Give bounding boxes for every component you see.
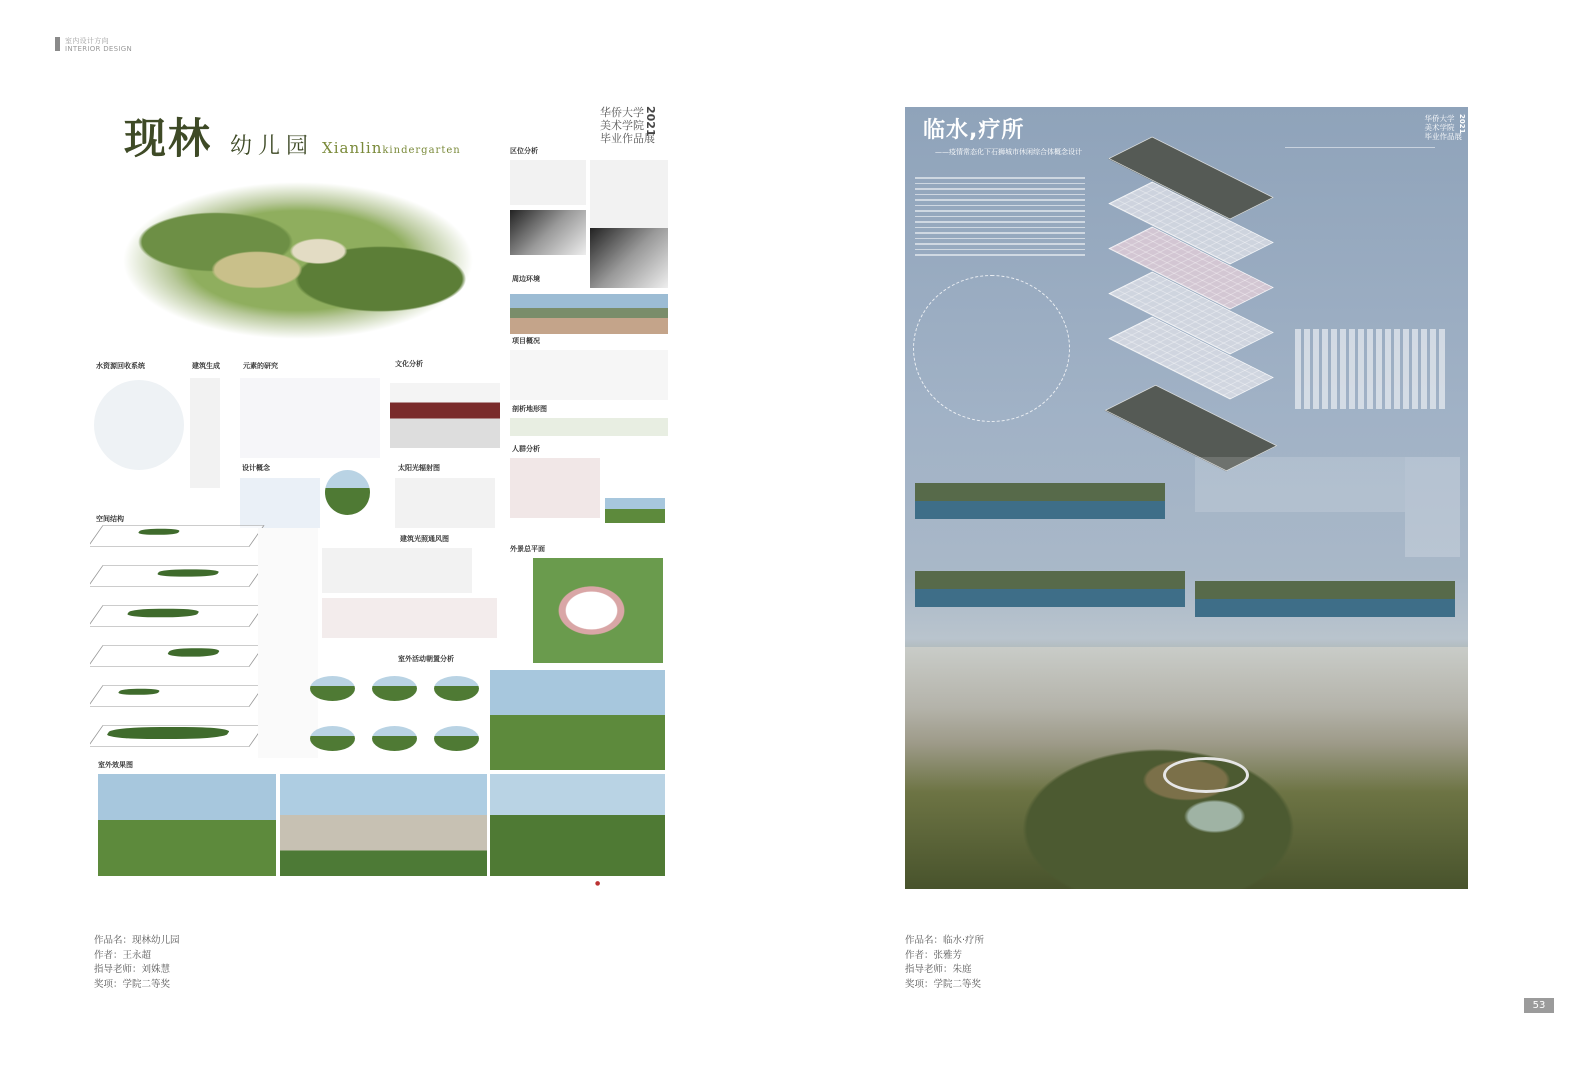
program-table: [1405, 457, 1460, 557]
culture-images: [390, 383, 500, 448]
light-vent-diagram: [322, 548, 472, 593]
ring-walkway: [1163, 757, 1249, 793]
poster-title-sub: 幼儿园: [230, 134, 315, 159]
section-header: [55, 37, 132, 53]
outdoor-render-4: [490, 774, 665, 876]
crowd-map: [510, 458, 600, 518]
author-signature: ●: [595, 880, 601, 887]
poster-title: [124, 106, 461, 166]
label-outdoor-activity: 室外活动朝置分析: [398, 655, 454, 663]
activity-plans: [322, 598, 497, 638]
label-building-gen: 建筑生成: [192, 362, 220, 370]
header-text: [65, 37, 132, 53]
poster-xianlin-kindergarten: [90, 98, 670, 898]
activity-island-4: [310, 726, 355, 751]
site-circle-map: [913, 275, 1070, 422]
caption-left-author: 作者：王永超: [94, 949, 152, 961]
activity-island-3: [434, 676, 479, 701]
outdoor-render-3: [280, 774, 487, 876]
space-structure-layers: [95, 518, 255, 758]
space-notes: [258, 528, 318, 758]
poster-subtitle: ——疫情常态化下石狮城市休闲综合体概念设计: [935, 148, 1082, 156]
year-mark: 2021: [1458, 114, 1466, 134]
label-site-plan: 外景总平面: [510, 545, 545, 553]
sun-diagram: [395, 478, 495, 528]
label-outdoor-render: 室外效果图: [98, 761, 133, 769]
label-location: 区位分析: [510, 147, 538, 155]
poster-title: 临水,疗所: [923, 118, 1025, 143]
aerial-site-render: [92, 168, 504, 353]
school-block: 华侨大学 美术学院 毕业作品展 2021: [1424, 114, 1466, 141]
label-terrain: 剖析地形图: [512, 405, 547, 413]
activity-island-1: [310, 676, 355, 701]
label-water-system: 水资源回收系统: [96, 362, 145, 370]
bubble-diagram: [1285, 237, 1455, 307]
terrain-section: [510, 418, 668, 436]
caption-left-work: 作品名：现林幼儿园: [94, 935, 180, 946]
surroundings-photos: [510, 294, 668, 334]
caption-left-advisor: 指导老师：刘姝慧: [94, 964, 171, 975]
caption-right-work: 作品名：临水·疗所: [905, 935, 985, 946]
caption-right-author: 作者：张雅芳: [905, 949, 963, 961]
site-section-3: [1195, 557, 1455, 617]
label-light-vent: 建筑光照通风图: [400, 535, 449, 543]
poster-linshui-liaosuo: [905, 107, 1468, 889]
header-line-cn: 室内设计方向: [65, 37, 109, 45]
activity-island-6: [434, 726, 479, 751]
caption-left: [94, 934, 180, 992]
site-plan: [533, 558, 663, 663]
header-bar: [55, 37, 60, 51]
element-study: [240, 378, 380, 458]
school-block: 华侨大学 美术学院 毕业作品展 2021: [600, 106, 657, 145]
intro-text-block: [915, 177, 1085, 260]
site-section-1: [915, 459, 1165, 519]
project-text: [510, 350, 668, 400]
concept-photos: [325, 470, 370, 515]
year-mark: 2021: [644, 106, 657, 137]
label-elements: 元素的研究: [243, 362, 278, 370]
activity-island-5: [372, 726, 417, 751]
label-sun: 太阳光辐射图: [398, 464, 440, 472]
crowd-figures: [605, 498, 665, 523]
material-legend: [1195, 457, 1405, 512]
label-space: 空间结构: [96, 515, 124, 523]
poster-title-en: Xianlinkindergarten: [322, 139, 461, 157]
form-study: [590, 228, 668, 288]
label-surroundings: 周边环境: [512, 275, 540, 283]
exploded-layer-axonometric: [1105, 147, 1275, 467]
density-chart: [1295, 329, 1445, 409]
caption-right-award: 奖项：学院二等奖: [905, 978, 982, 990]
flow-diagram: [1285, 147, 1435, 228]
label-project-overview: 项目概况: [512, 337, 540, 345]
outdoor-render-1: [490, 670, 665, 770]
label-concept: 设计概念: [242, 464, 270, 472]
location-map: [510, 160, 586, 205]
site-plan-legend: [510, 568, 530, 663]
location-photos: [510, 210, 586, 255]
water-diagram: [94, 380, 184, 470]
poster-title-main: 现林: [124, 114, 213, 163]
caption-right: [905, 934, 984, 992]
activity-island-2: [372, 676, 417, 701]
building-gen-steps: [190, 378, 220, 488]
header-line-en: INTERIOR DESIGN: [65, 45, 133, 53]
label-culture: 文化分析: [395, 360, 423, 368]
page-number: 53: [1524, 998, 1554, 1013]
label-crowd: 人群分析: [512, 445, 540, 453]
site-section-2: [915, 547, 1185, 607]
aerial-photo-render: [905, 647, 1468, 889]
caption-left-award: 奖项：学院二等奖: [94, 978, 171, 990]
caption-right-advisor: 指导老师：朱庭: [905, 964, 972, 975]
outdoor-render-2: [98, 774, 276, 876]
